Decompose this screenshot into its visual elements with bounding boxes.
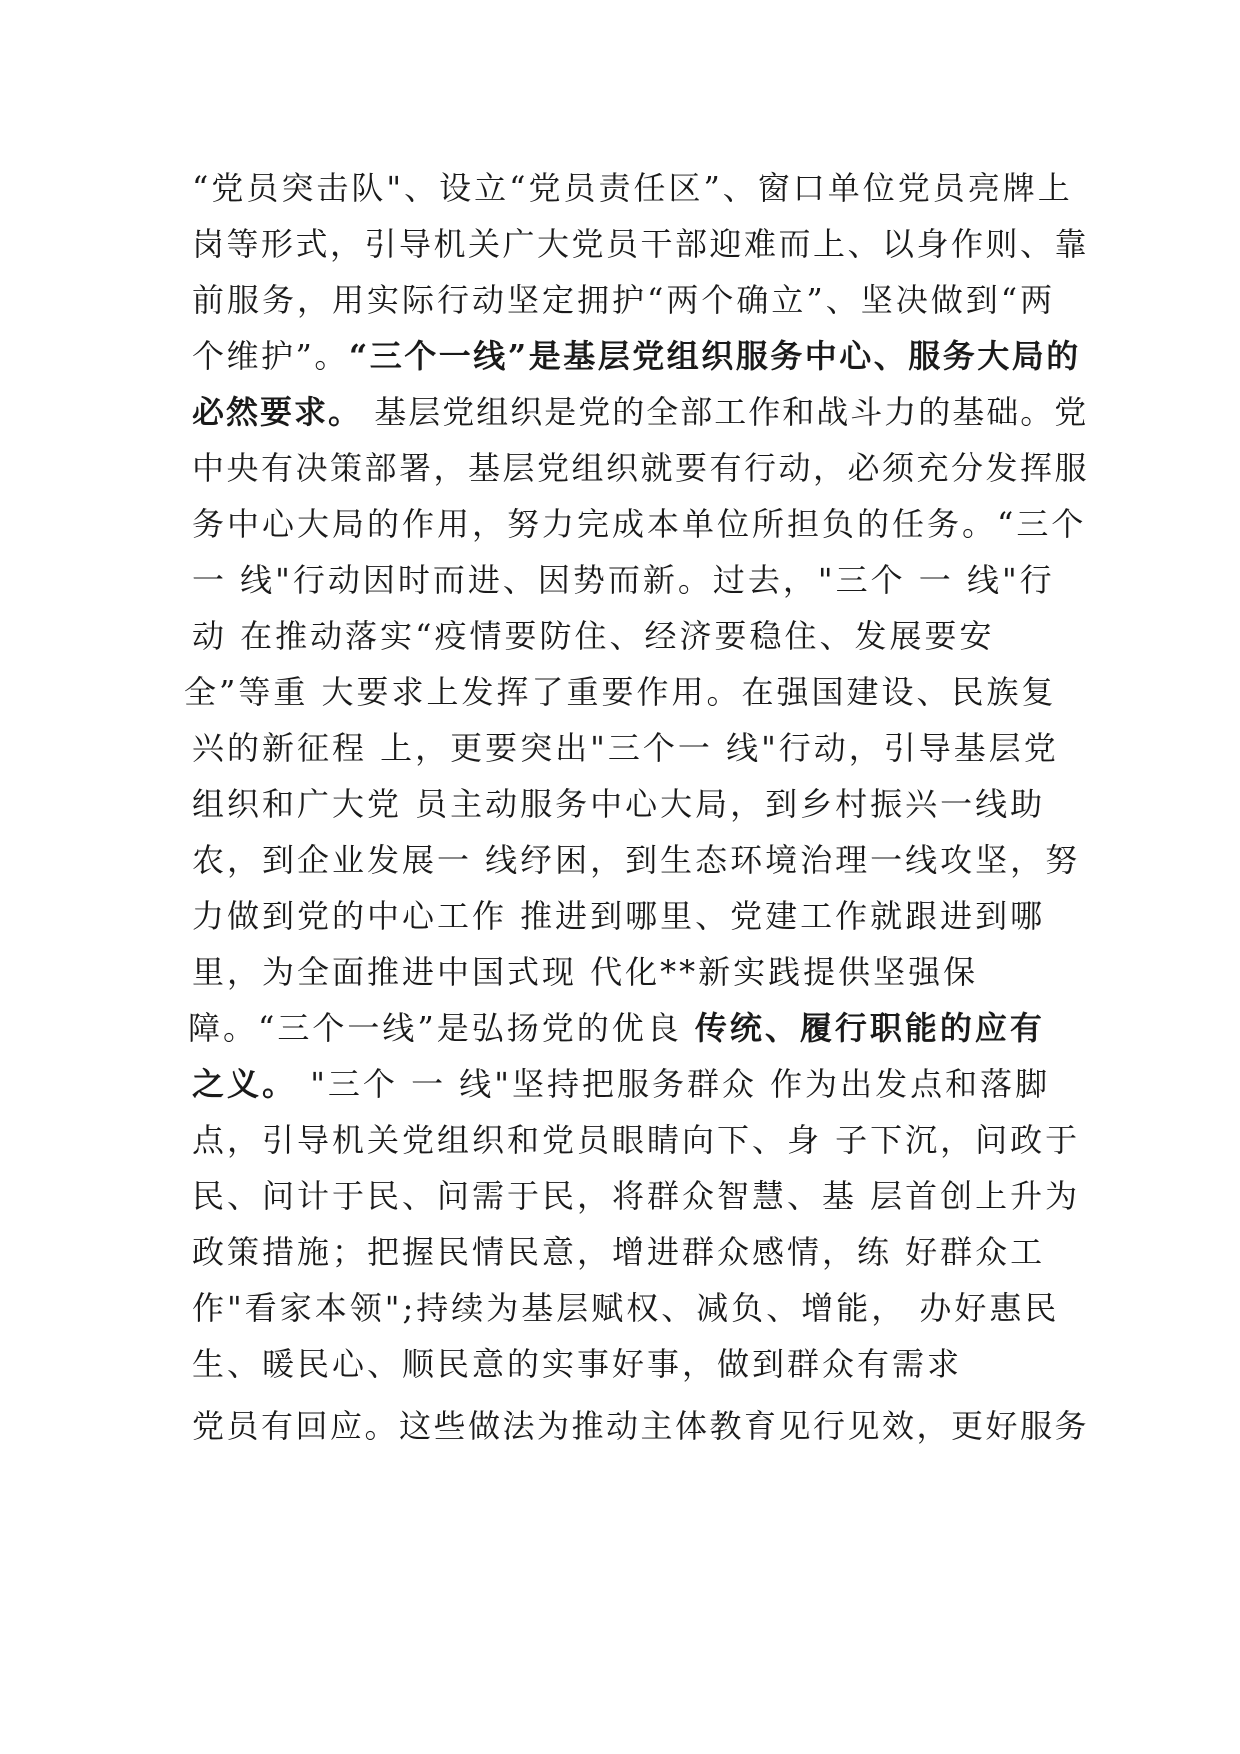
text-line-16	[188, 1006, 1045, 1050]
text-line-5	[192, 390, 1088, 434]
bold-heading-text: “三个一线”是基层党组织服务中心、服务大局的	[348, 337, 1081, 375]
line-text: 党员有回应。这些做法为推动主体教育见行见效，更好服务	[192, 1407, 1090, 1445]
text-line-23	[192, 1404, 1089, 1448]
text-line-10	[184, 670, 1057, 714]
text-line-11	[192, 726, 1059, 770]
line-text: 生、暖民心、顺民意的实事好事，做到群众有需求	[192, 1345, 963, 1383]
text-line-9	[192, 614, 995, 658]
text-line-6	[192, 446, 1089, 490]
text-line-4	[192, 334, 1081, 378]
text-line-3	[192, 278, 1055, 322]
text-line-13	[192, 838, 1080, 882]
line-text: 中央有决策部署，基层党组织就要有行动，必须充分发挥服	[192, 449, 1090, 487]
text-line-20	[192, 1230, 1045, 1274]
text-line-15	[192, 950, 978, 994]
line-text: "三个 一 线"坚持把服务群众 作为出发点和落脚	[297, 1065, 1051, 1103]
bold-heading-text: 传统、履行职能的应有	[694, 1009, 1045, 1047]
line-text: 农，到企业发展一 线纾困，到生态环境治理一线攻坚，努	[192, 841, 1081, 879]
line-text: 一 线"行动因时而进、因势而新。过去，"三个 一 线"行	[192, 561, 1055, 599]
line-text: 政策措施；把握民情民意，增进群众感情，练 好群众工	[192, 1233, 1046, 1271]
line-text: “党员突击队"、设立“党员责任区”、窗口单位党员亮牌上	[192, 169, 1073, 207]
text-line-14	[192, 894, 1045, 938]
bold-heading-text: 必然要求。	[192, 393, 363, 431]
line-text: 个维护”。	[192, 337, 349, 375]
line-text: 障。“三个一线”是弘扬党的优良	[188, 1009, 695, 1047]
bold-heading-text: 之义。	[192, 1065, 298, 1103]
line-text: 务中心大局的作用，努力完成本单位所担负的任务。“三个	[192, 505, 1087, 543]
text-line-22	[192, 1342, 962, 1386]
line-text: 动 在推动落实“疫情要防住、经济要稳住、发展要安	[192, 617, 995, 655]
text-line-12	[192, 782, 1045, 826]
line-text: 兴的新征程 上，更要突出"三个一 线"行动，引导基层党	[192, 729, 1059, 767]
line-text: 组织和广大党 员主动服务中心大局，到乡村振兴一线助	[192, 785, 1046, 823]
text-line-2	[192, 222, 1089, 266]
line-text: 岗等形式，引导机关广大党员干部迎难而上、以身作则、靠	[192, 225, 1090, 263]
line-text: 点，引导机关党组织和党员眼睛向下、身 子下沉，问政于	[192, 1121, 1081, 1159]
line-text: 基层党组织是党的全部工作和战斗力的基础。党	[362, 393, 1089, 431]
line-text: 前服务，用实际行动坚定拥护“两个确立”、坚决做到“两	[192, 281, 1056, 319]
line-text: 力做到党的中心工作 推进到哪里、党建工作就跟进到哪	[192, 897, 1046, 935]
text-line-17	[192, 1062, 1050, 1106]
line-text: 作"看家本领";持续为基层赋权、减负、增能， 办好惠民	[192, 1289, 1060, 1327]
line-text: 里，为全面推进中国式现 代化**新实践提供坚强保	[192, 953, 979, 991]
line-text: 全”等重 大要求上发挥了重要作用。在强国建设、民族复	[184, 673, 1057, 711]
text-line-1	[192, 166, 1073, 210]
text-line-7	[192, 502, 1086, 546]
text-line-21	[192, 1286, 1059, 1330]
line-text: 民、问计于民、问需于民，将群众智慧、基 层首创上升为	[192, 1177, 1081, 1215]
text-line-8	[192, 558, 1055, 602]
text-line-18	[192, 1118, 1080, 1162]
text-line-19	[192, 1174, 1080, 1218]
